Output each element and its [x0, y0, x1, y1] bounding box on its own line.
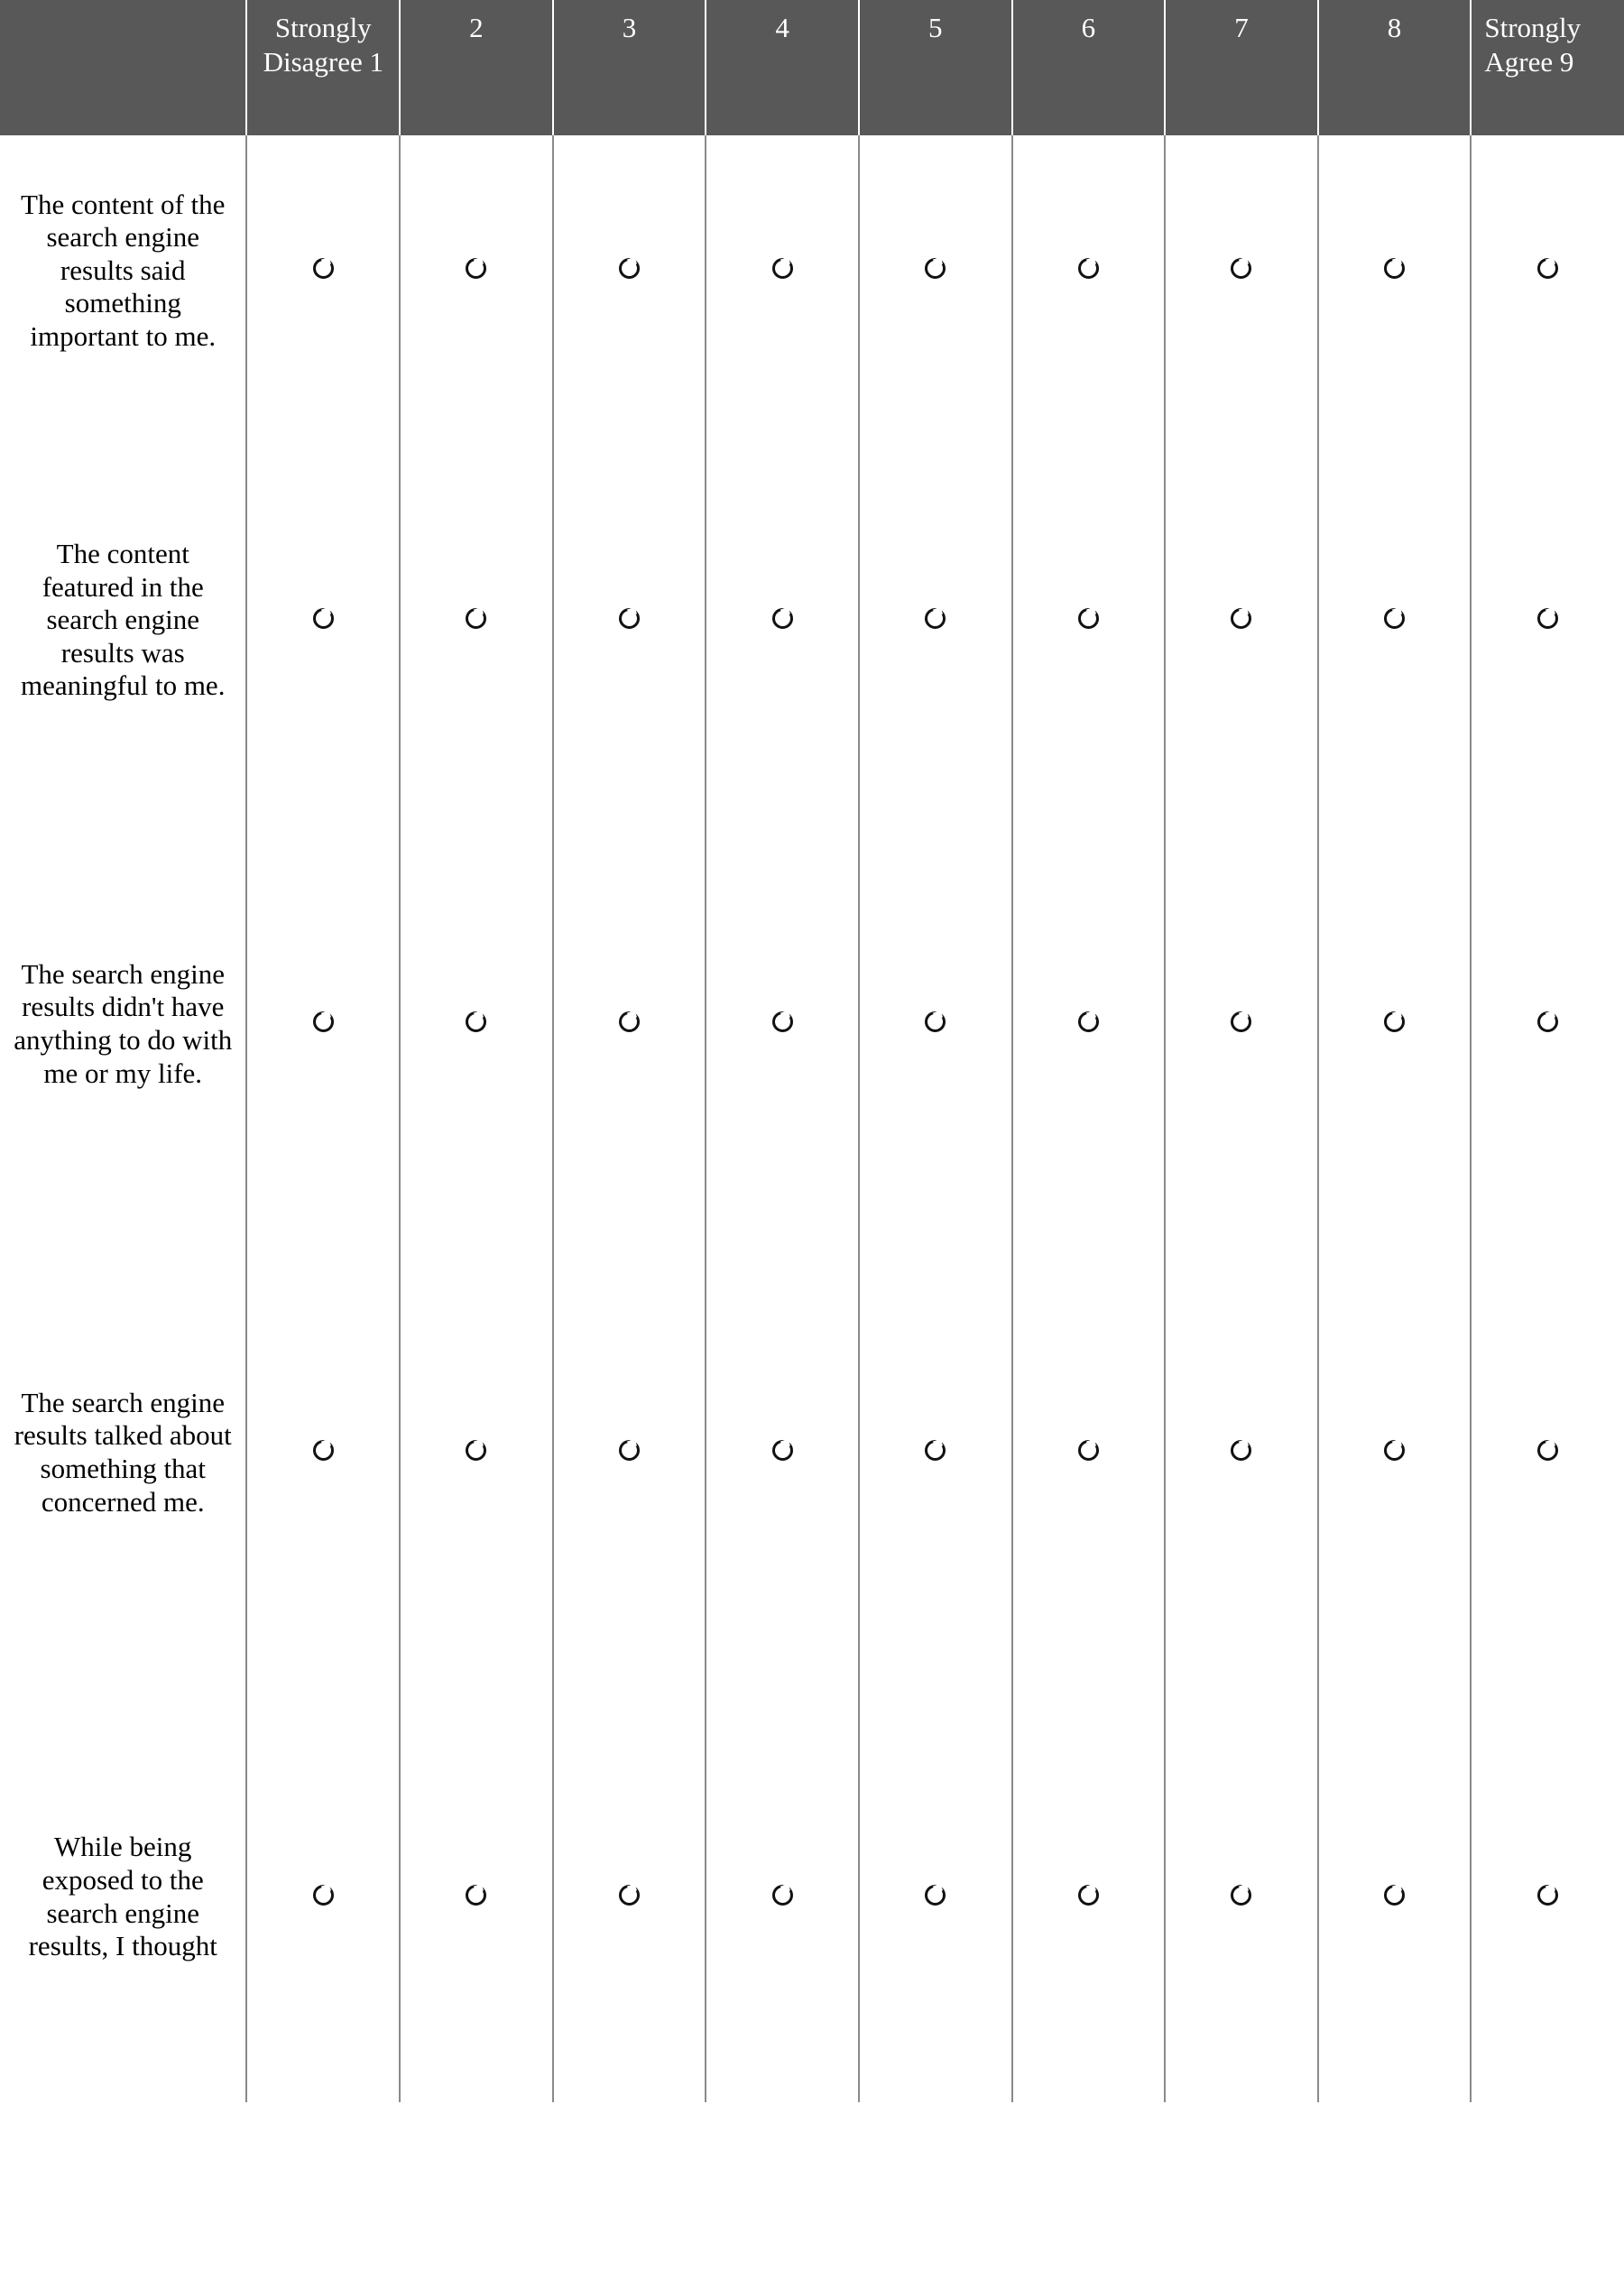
radio-cell-r4-c4[interactable] — [706, 1214, 859, 1692]
column-header-label-4: 4 — [775, 12, 789, 43]
radio-button-icon[interactable] — [1078, 1885, 1099, 1906]
radio-button-icon[interactable] — [313, 608, 334, 629]
radio-cell-r2-c1[interactable] — [246, 406, 400, 835]
radio-button-icon[interactable] — [1384, 1440, 1405, 1461]
radio-cell-r2-c5[interactable] — [859, 406, 1012, 835]
radio-button-icon[interactable] — [1384, 1885, 1405, 1906]
radio-button-icon[interactable] — [772, 1011, 793, 1032]
radio-cell-r4-c3[interactable] — [553, 1214, 706, 1692]
column-header-3 — [553, 0, 706, 135]
radio-cell-r4-c5[interactable] — [859, 1214, 1012, 1692]
radio-cell-r1-c6[interactable] — [1012, 135, 1166, 406]
radio-button-icon[interactable] — [466, 1440, 486, 1461]
radio-button-icon[interactable] — [1078, 1011, 1099, 1032]
radio-button-icon[interactable] — [1078, 258, 1099, 279]
radio-button-icon[interactable] — [466, 1885, 486, 1906]
radio-cell-r2-c8[interactable] — [1318, 406, 1472, 835]
radio-button-icon[interactable] — [772, 258, 793, 279]
table-row — [0, 1692, 1624, 2102]
radio-cell-r4-c2[interactable] — [400, 1214, 553, 1692]
radio-cell-r4-c7[interactable] — [1165, 1214, 1318, 1692]
radio-cell-r4-c6[interactable] — [1012, 1214, 1166, 1692]
column-header-label-6: 6 — [1081, 12, 1096, 43]
matrix-header-row — [0, 0, 1624, 135]
radio-button-icon[interactable] — [466, 258, 486, 279]
radio-button-icon[interactable] — [619, 1011, 640, 1032]
radio-cell-r3-c5[interactable] — [859, 835, 1012, 1214]
radio-button-icon[interactable] — [1231, 1011, 1251, 1032]
radio-cell-r3-c2[interactable] — [400, 835, 553, 1214]
column-header-label-3: 3 — [622, 12, 637, 43]
column-header-5 — [859, 0, 1012, 135]
radio-cell-r5-c5[interactable] — [859, 1692, 1012, 2102]
radio-button-icon[interactable] — [772, 1885, 793, 1906]
radio-cell-r1-c5[interactable] — [859, 135, 1012, 406]
radio-button-icon[interactable] — [1231, 1440, 1251, 1461]
radio-cell-r1-c2[interactable] — [400, 135, 553, 406]
question-label-1: The content of the search engine results said something important to me. — [0, 135, 246, 406]
column-header-label-1: Strongly Disagree 1 — [263, 12, 383, 78]
table-row — [0, 135, 1624, 406]
radio-cell-r1-c9[interactable] — [1471, 135, 1624, 406]
column-header-label-5: 5 — [927, 12, 943, 43]
radio-button-icon[interactable] — [1078, 608, 1099, 629]
column-header-8 — [1318, 0, 1472, 135]
radio-button-icon[interactable] — [1384, 608, 1405, 629]
radio-button-icon[interactable] — [1537, 1011, 1558, 1032]
column-header-6 — [1012, 0, 1166, 135]
radio-cell-r2-c7[interactable] — [1165, 406, 1318, 835]
radio-cell-r3-c4[interactable] — [706, 835, 859, 1214]
column-header-9 — [1471, 0, 1624, 135]
table-row — [0, 406, 1624, 835]
radio-button-icon[interactable] — [1384, 258, 1405, 279]
radio-button-icon[interactable] — [772, 1440, 793, 1461]
column-header-label-8: 8 — [1387, 12, 1402, 43]
radio-cell-r5-c8[interactable] — [1318, 1692, 1472, 2102]
radio-button-icon[interactable] — [466, 1011, 486, 1032]
radio-cell-r3-c7[interactable] — [1165, 835, 1318, 1214]
radio-button-icon[interactable] — [772, 608, 793, 629]
radio-cell-r5-c9[interactable] — [1471, 1692, 1624, 2102]
radio-button-icon[interactable] — [619, 608, 640, 629]
radio-button-icon[interactable] — [1231, 258, 1251, 279]
radio-button-icon[interactable] — [925, 258, 946, 279]
radio-cell-r2-c4[interactable] — [706, 406, 859, 835]
radio-button-icon[interactable] — [1537, 258, 1558, 279]
radio-cell-r1-c7[interactable] — [1165, 135, 1318, 406]
radio-button-icon[interactable] — [1384, 1011, 1405, 1032]
column-header-7 — [1165, 0, 1318, 135]
radio-button-icon[interactable] — [619, 258, 640, 279]
table-row — [0, 835, 1624, 1214]
radio-cell-r1-c8[interactable] — [1318, 135, 1472, 406]
radio-cell-r3-c8[interactable] — [1318, 835, 1472, 1214]
radio-button-icon[interactable] — [619, 1885, 640, 1906]
column-header-label-9: Strongly Agree 9 — [1484, 12, 1582, 78]
radio-cell-r3-c9[interactable] — [1471, 835, 1624, 1214]
radio-cell-r3-c1[interactable] — [246, 835, 400, 1214]
radio-button-icon[interactable] — [925, 1885, 946, 1906]
matrix-corner-cell — [0, 0, 246, 135]
radio-button-icon[interactable] — [1537, 1885, 1558, 1906]
radio-cell-r1-c1[interactable] — [246, 135, 400, 406]
radio-button-icon[interactable] — [313, 258, 334, 279]
column-header-4 — [706, 0, 859, 135]
question-label-2: The content featured in the search engine results was meaningful to me. — [0, 406, 246, 835]
radio-cell-r2-c6[interactable] — [1012, 406, 1166, 835]
radio-cell-r5-c3[interactable] — [553, 1692, 706, 2102]
radio-cell-r5-c4[interactable] — [706, 1692, 859, 2102]
radio-cell-r4-c1[interactable] — [246, 1214, 400, 1692]
radio-cell-r1-c3[interactable] — [553, 135, 706, 406]
radio-button-icon[interactable] — [925, 608, 946, 629]
column-header-label-2: 2 — [469, 12, 484, 43]
radio-cell-r3-c3[interactable] — [553, 835, 706, 1214]
radio-cell-r5-c7[interactable] — [1165, 1692, 1318, 2102]
radio-cell-r4-c8[interactable] — [1318, 1214, 1472, 1692]
radio-button-icon[interactable] — [313, 1885, 334, 1906]
radio-cell-r5-c2[interactable] — [400, 1692, 553, 2102]
question-label-3: The search engine results didn't have anything to do with me or my life. — [0, 835, 246, 1214]
radio-cell-r2-c9[interactable] — [1471, 406, 1624, 835]
radio-button-icon[interactable] — [1537, 1440, 1558, 1461]
column-header-1 — [246, 0, 400, 135]
radio-button-icon[interactable] — [619, 1440, 640, 1461]
question-label-5: While being exposed to the search engine results, I thought — [0, 1692, 246, 2102]
radio-cell-r1-c4[interactable] — [706, 135, 859, 406]
radio-button-icon[interactable] — [313, 1440, 334, 1461]
radio-button-icon[interactable] — [1231, 1885, 1251, 1906]
radio-button-icon[interactable] — [313, 1011, 334, 1032]
radio-button-icon[interactable] — [1537, 608, 1558, 629]
radio-button-icon[interactable] — [925, 1440, 946, 1461]
question-label-4: The search engine results talked about something that concerned me. — [0, 1214, 246, 1692]
radio-button-icon[interactable] — [466, 608, 486, 629]
radio-cell-r2-c3[interactable] — [553, 406, 706, 835]
radio-cell-r2-c2[interactable] — [400, 406, 553, 835]
table-row — [0, 1214, 1624, 1692]
radio-button-icon[interactable] — [1231, 608, 1251, 629]
radio-button-icon[interactable] — [1078, 1440, 1099, 1461]
radio-button-icon[interactable] — [925, 1011, 946, 1032]
radio-cell-r3-c6[interactable] — [1012, 835, 1166, 1214]
radio-cell-r5-c6[interactable] — [1012, 1692, 1166, 2102]
column-header-label-7: 7 — [1234, 12, 1249, 43]
radio-cell-r4-c9[interactable] — [1471, 1214, 1624, 1692]
radio-cell-r5-c1[interactable] — [246, 1692, 400, 2102]
column-header-2 — [400, 0, 553, 135]
